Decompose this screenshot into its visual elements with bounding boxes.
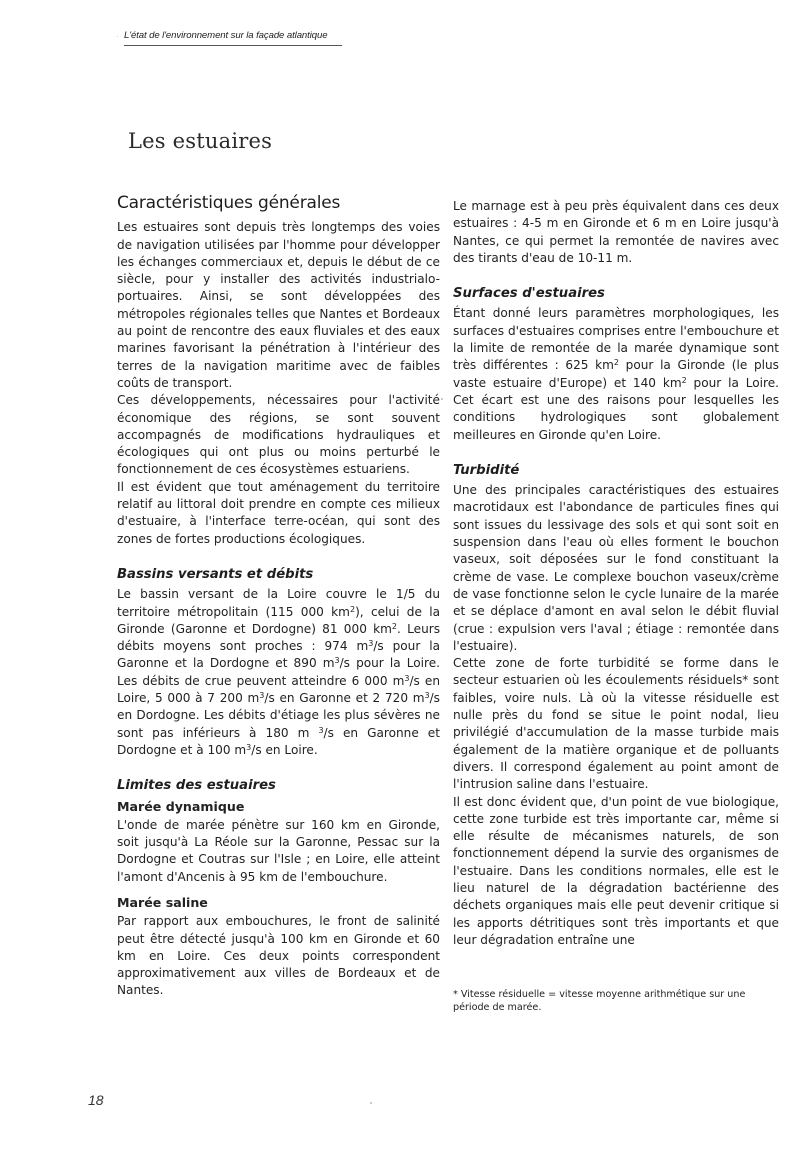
turbidite-paragraph-2: Cette zone de forte turbidité se forme dans le secteur estuarien où les écoulements résiduels* sont faibles, voire nuls. Là où la vitesse résiduelle est nulle près du fond se situe le point nodal, lieu privilégié d'accumulation de la masse turbide mais également de la matière organique et de polluants divers. Il correspond également au point amont de l'intrusion saline dans l'estuaire. — [453, 656, 779, 792]
right-column — [453, 198, 779, 949]
bassins-paragraph: Le bassin versant de la Loire couvre le 1/5 du territoire métropolitain (115 000 $km^2$), celui de la Gironde (Garonne et Dordogne) 81 000 $km^2$. Leurs débits moyens sont proches : 974 $m^3/s$ pour la Garonne et la Dordogne et 890 $m^3/s$ pour la Loire. Les débits de crue peuvent atteindre 6 000 $m^3/s$ en Loire, 5 000 à 7 200 $m^3/s$ en Garonne et 2 720 $m^3/s$ en Dordogne. Les débits d'étiage les plus sévères ne sont pas inférieurs à 180 m $^3$/s en Garonne et Dordogne et à 100 $m^3/s$ en Loire. — [117, 587, 441, 757]
marnage-paragraph: Le marnage est à peu près équivalent dans ces deux estuaires : 4-5 m en Gironde et 6 m en Loire jusqu'à Nantes, ce qui permet la remontée de navires avec des tirants d'eau de 10-11 m. — [453, 199, 779, 265]
subsection-title-limites: Limites des estuaires — [117, 778, 276, 794]
running-header-title: L'état de l'environnement sur la façade atlantique — [124, 30, 328, 41]
intro-paragraph-3: Il est évident que tout aménagement du territoire relatif au littoral doit prendre en compte ces milieux d'estuaire, à l'interface terre-océan, qui sont des zones de fortes productions écologiques. — [117, 479, 440, 546]
left-column — [117, 195, 440, 1000]
subsection-title-turbidite: Turbidité — [453, 462, 520, 478]
turbidite-paragraph-1: Une des principales caractéristiques des estuaires macrotidaux est l'abondance de particules fines qui sont issues du lessivage des sols et qui sont soit en suspension dans l'eau où elles forment le bouchon vaseux, soit déposées sur le fond constituant la crème de vase. Le complexe bouchon vaseux/crème de vase fonctionne selon le cycle lunaire de la marée et se déplace d'amont en aval selon le débit fluvial (crue : expulsion vers l'aval ; étiage : remontée dans l'estuaire). — [453, 483, 779, 653]
subsection-title-surfaces: Surfaces d'estuaires — [453, 286, 605, 302]
turbidite-paragraph-3: Il est donc évident que, d'un point de vue biologique, cette zone turbide est très importante car, même si elle résulte de mécanismes naturels, de son fonctionnement dépend la survie des organismes de l'estuaire. Dans les conditions normales, elle est le lieu naturel de la dégradation bactérienne des déchets organiques mais elle peut devenir critique si les apports détritiques sont très importants et que leur dégradation entraîne une — [453, 794, 779, 947]
footnote: * Vitesse résiduelle = vitesse moyenne arithmétique sur une période de marée. — [453, 989, 746, 1013]
heading-maree-saline: Marée saline — [117, 894, 208, 910]
maree-dynamique-paragraph: L'onde de marée pénètre sur 160 km en Gironde, soit jusqu'à La Réole sur la Garonne, Pessac sur la Dordogne et Coutras sur l'Isle ; en Loire, elle atteint l'amont d'Ancenis à 95 km de l'embouchure. — [117, 817, 440, 884]
maree-saline-paragraph: Par rapport aux embouchures, le front de salinité peut être détecté jusqu'à 100 km en Gironde et 60 km en Loire. Ces deux points correspondent approximativement aux villes de Bordeaux et de Nantes. — [117, 914, 440, 998]
surfaces-paragraph: Étant donné leurs paramètres morphologiques, les surfaces d'estuaires comprises entre l'embouchure et la limite de remontée de la marée dynamique sont très différentes : 625 $km^2$ pour la Gironde (le plus vaste estuaire d'Europe) et 140 $km^2$ pour la Loire. Cet écart est une des raisons pour lesquelles les conditions hydrologiques sont globalement meilleures en Gironde qu'en Loire. — [453, 306, 779, 442]
scan-speck — [441, 398, 443, 400]
scan-speck — [370, 1102, 372, 1104]
page-number: 18 — [88, 1092, 104, 1108]
subsection-title-bassins: Bassins versants et débits — [117, 566, 314, 582]
chapter-title: Les estuaires — [128, 129, 273, 154]
intro-paragraph-2: Ces développements, nécessaires pour l'activité économique des régions, se sont souvent accompagnés de modifications hydrauliques et écologiques qui ont plus ou moins perturbé le fonctionnement de ces écosystèmes estuariens. — [117, 393, 440, 477]
header-bullet-icon: · — [116, 31, 120, 42]
section-title-caracteristiques: Caractéristiques générales — [117, 193, 341, 213]
heading-maree-dynamique: Marée dynamique — [117, 798, 245, 814]
intro-paragraph-1: Les estuaires sont depuis très longtemps des voies de navigation utilisées par l'homme pour développer les échanges commerciaux et, depuis le début de ce siècle, pour y installer des activités industrialo-portuaires. Ainsi, se sont développées des métropoles régionales telles que Nantes et Bordeaux au point de rencontre des eaux fluviales et des eaux marines favorisant la pénétration à l'intérieur des terres de la navigation maritime avec de faibles coûts de transport. — [117, 220, 440, 390]
running-header — [116, 30, 342, 46]
